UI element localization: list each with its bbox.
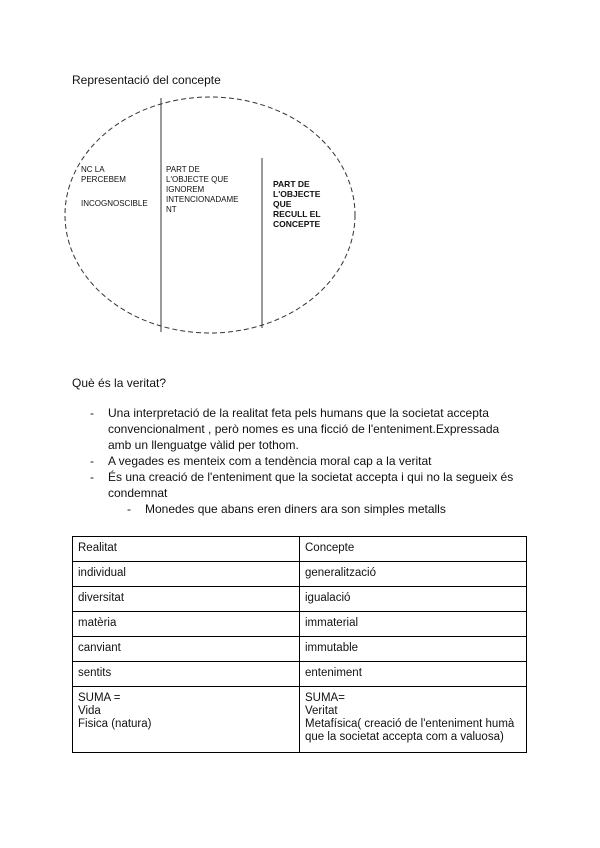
table-sum-row [73,687,527,753]
table-cell: generalització [300,562,527,587]
bullet-item: - És una creació de l'enteniment que la societat accepta i qui no la segueix és condemnat [88,469,518,501]
right-region-label: PART DE L'OBJECTE QUE RECULL EL CONCEPTE [273,179,321,229]
table-cell: igualació [300,587,527,612]
realitat-concepte-table [72,536,527,753]
header-cell: Realitat [73,537,300,562]
left-region-label: NC LA PERCEBEM [81,165,126,184]
middle-region-label: PART DE L'OBJECTE QUE IGNOREM INTENCIONADAME NT [166,165,239,214]
table-cell: canviant [73,637,300,662]
table-cell: individual [73,562,300,587]
table-cell: diversitat [73,587,300,612]
bullet-item: - A vegades es menteix com a tendència moral cap a la veritat [88,453,518,469]
table-row [73,612,527,637]
representation-heading: Representació del concepte [72,73,221,87]
truth-heading: Què és la veritat? [72,376,167,390]
table-cell: immutable [300,637,527,662]
bullet-item: - Una interpretació de la realitat feta pels humans que la societat accepta convencionalment , però nomes es una ficció de l'enteniment.Expressada amb un llenguatge vàlid per tothom. [88,405,518,453]
table-cell: sentits [73,662,300,687]
concept-diagram [60,90,360,345]
table-row [73,637,527,662]
table-cell: enteniment [300,662,527,687]
truth-bullet-list [88,405,518,517]
table-row [73,587,527,612]
sum-cell-left: SUMA = Vida Fisica (natura) [73,687,300,753]
table-cell: matèria [73,612,300,637]
table-cell: immaterial [300,612,527,637]
header-cell: Concepte [300,537,527,562]
table-row [73,562,527,587]
table-row [73,662,527,687]
incognoscible-label: INCOGNOSCIBLE [81,199,148,208]
sum-cell-right: SUMA= Veritat Metafísica( creació de l'enteniment humà que la societat accepta com a valuosa) [300,687,527,753]
table-header-row [73,537,527,562]
sub-bullet-item: - Monedes que abans eren diners ara son simples metalls [125,501,518,517]
